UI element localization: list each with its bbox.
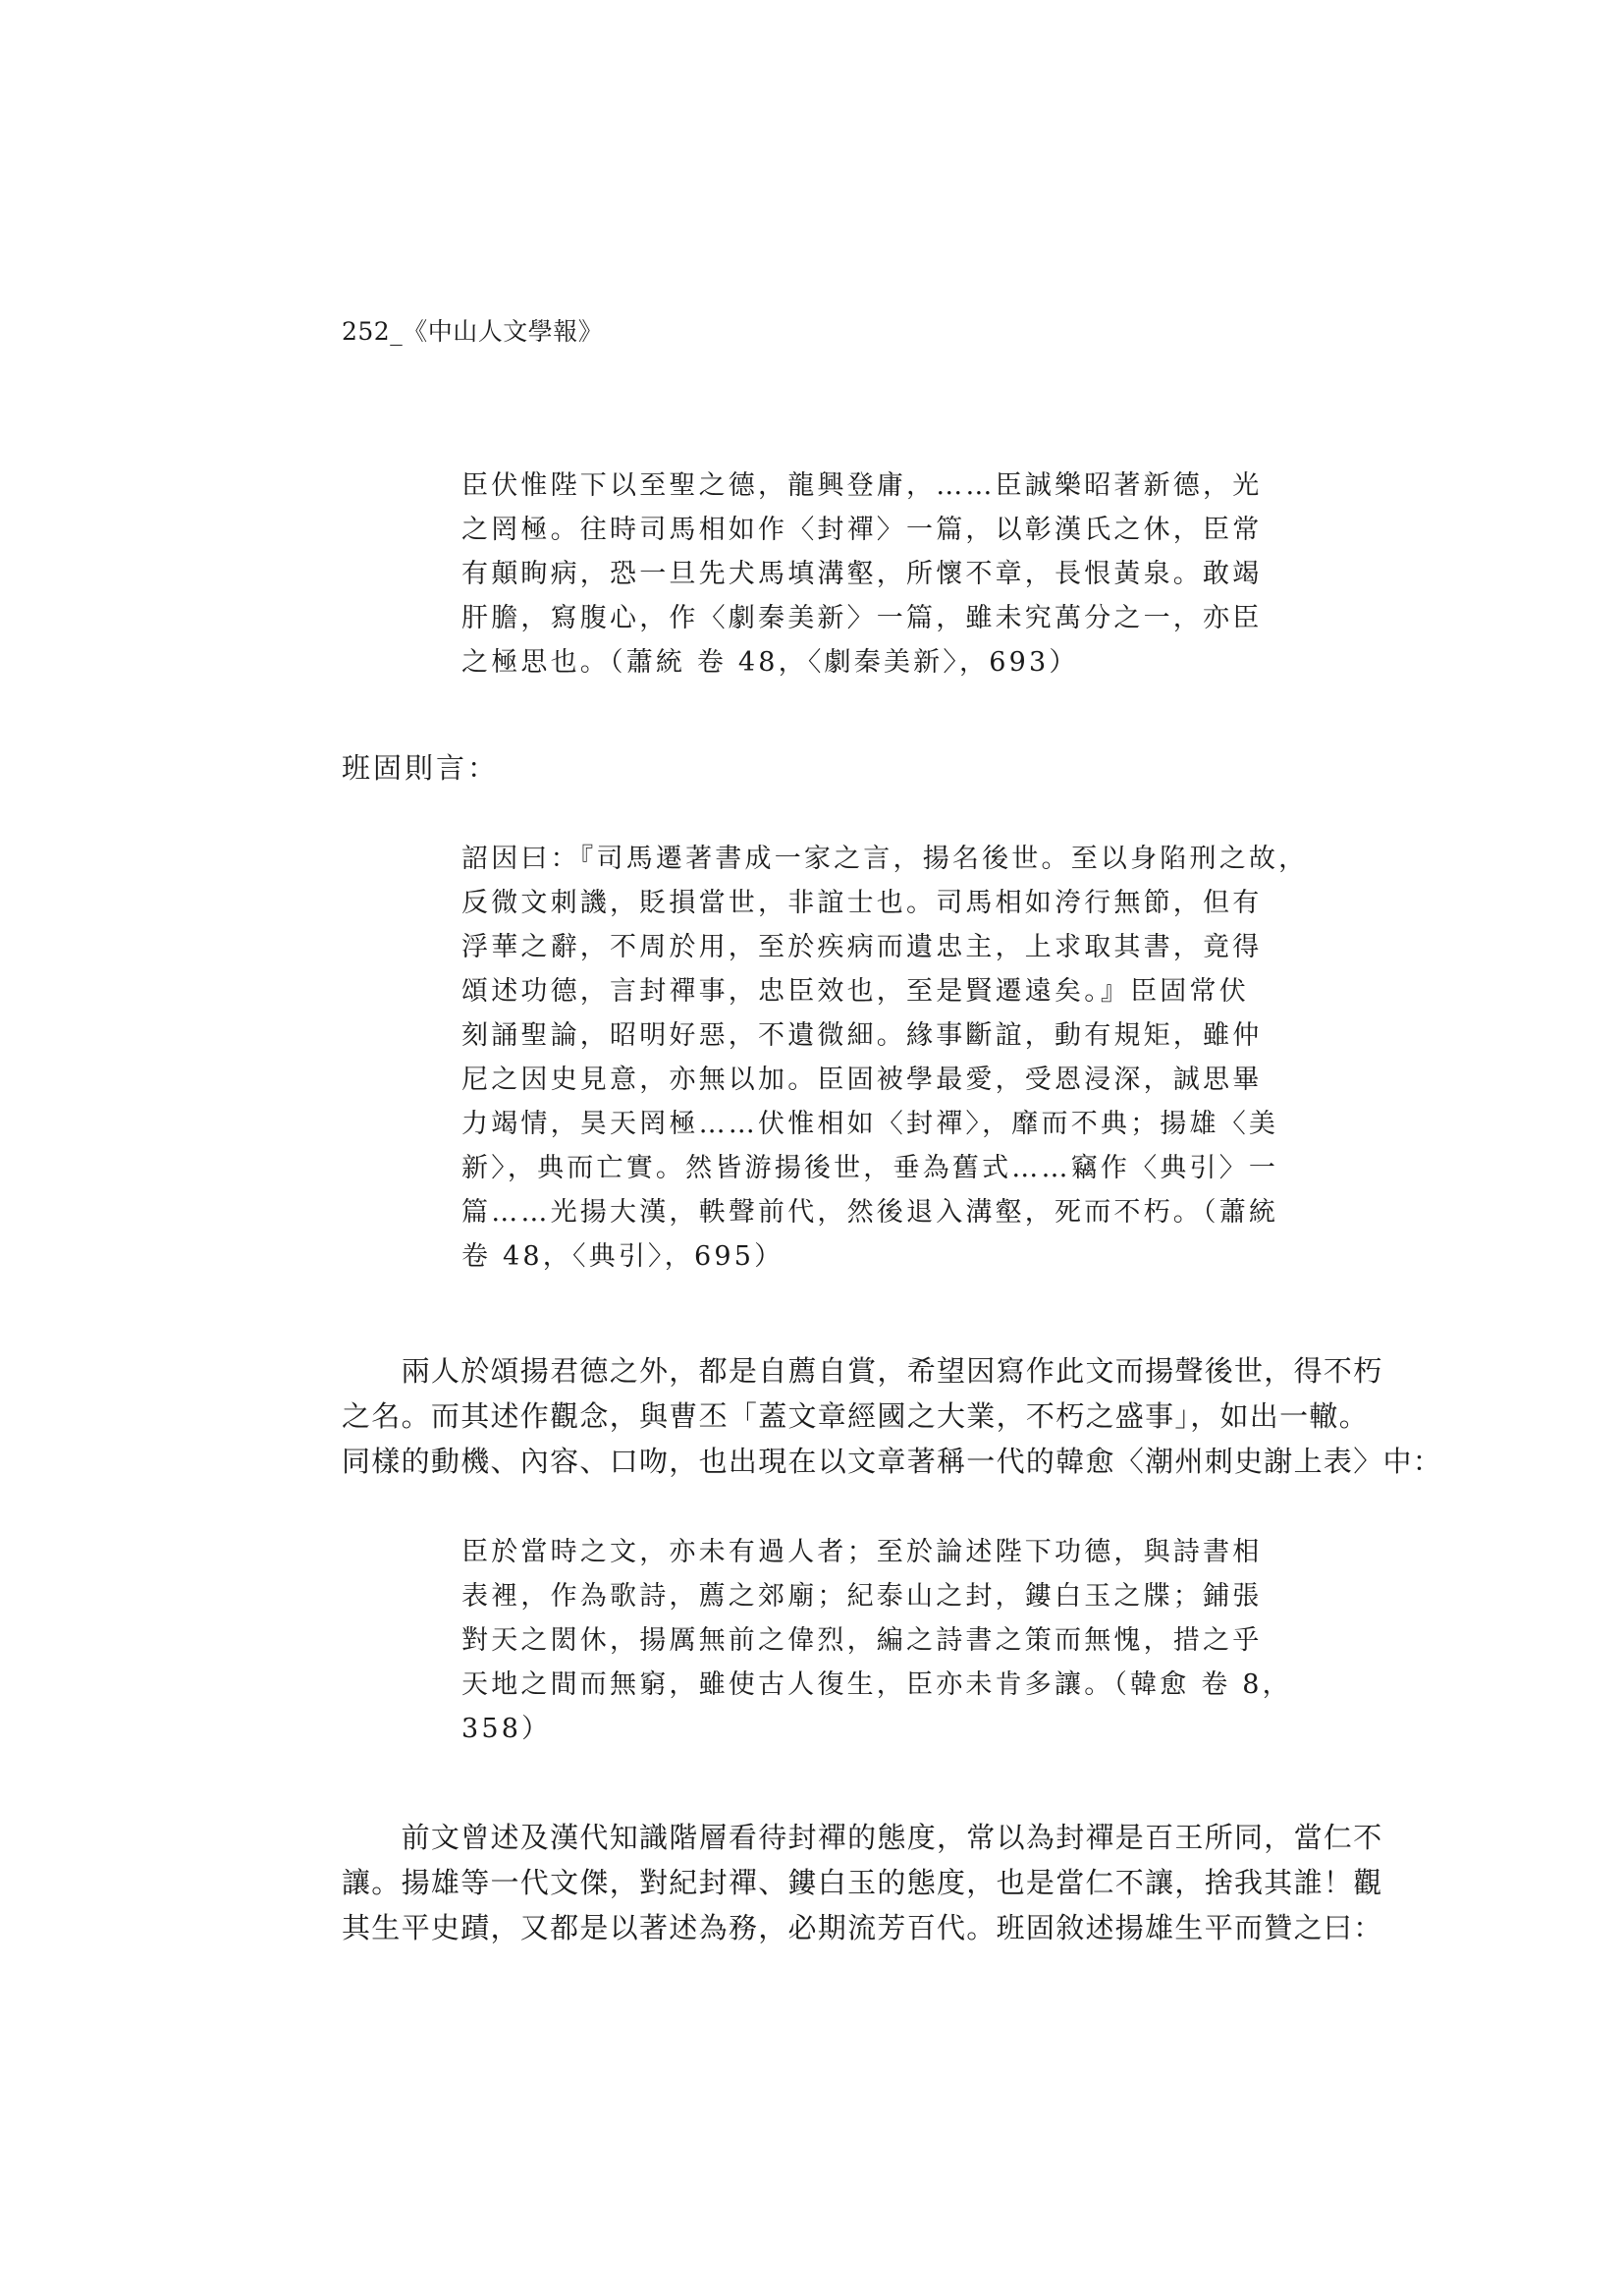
quote-line: 篇……光揚大漢，軼聲前代，然後退入溝壑，死而不朽。（蕭統 bbox=[461, 1197, 1279, 1228]
paragraph-line: 兩人於頌揚君德之外，都是自薦自賞，希望因寫作此文而揚聲後世，得不朽 bbox=[342, 1354, 1383, 1388]
block-quote-1 bbox=[461, 464, 1263, 684]
quote-line: 詔因曰：『司馬遷著書成一家之言，揚名後世。至以身陷刑之故， bbox=[461, 844, 1309, 874]
block-quote-2 bbox=[461, 837, 1309, 1279]
running-head: 252_《中山人文學報》 bbox=[342, 317, 604, 346]
quote-line: 有顛眴病，恐一旦先犬馬填溝壑，所懷不章，長恨黃泉。敢竭 bbox=[461, 559, 1263, 589]
intro-line: 班固則言： bbox=[342, 751, 500, 785]
quote-line: 之極思也。（蕭統 卷 48，〈劇秦美新〉，693） bbox=[461, 647, 1079, 678]
quote-line: 358） bbox=[461, 1714, 552, 1744]
quote-line: 浮華之辭，不周於用，至於疾病而遺忠主，上求取其書，竟得 bbox=[461, 932, 1263, 962]
quote-line: 臣伏惟陛下以至聖之德，龍興登庸，……臣誠樂昭著新德，光 bbox=[461, 470, 1263, 501]
paragraph-line: 其生平史蹟，又都是以著述為務，必期流芳百代。班固敘述揚雄生平而贊之曰： bbox=[342, 1911, 1383, 1944]
quote-line: 反微文刺譏，貶損當世，非誼士也。司馬相如洿行無節，但有 bbox=[461, 888, 1263, 918]
quote-line: 表裡，作為歌詩，薦之郊廟；紀泰山之封，鏤白玉之牒；鋪張 bbox=[461, 1581, 1263, 1612]
quote-line: 刻誦聖論，昭明好惡，不遺微細。緣事斷誼，動有規矩，雖仲 bbox=[461, 1020, 1263, 1051]
body-paragraph-1 bbox=[342, 1348, 1443, 1484]
paragraph-line: 之名。而其述作觀念，與曹丕「蓋文章經國之大業，不朽之盛事」，如出一轍。 bbox=[342, 1399, 1370, 1433]
quote-line: 頌述功德，言封禪事，忠臣效也，至是賢遷遠矣。』臣固常伏 bbox=[461, 976, 1249, 1007]
quote-line: 卷 48，〈典引〉，695） bbox=[461, 1241, 784, 1272]
block-quote-3 bbox=[461, 1530, 1292, 1751]
paragraph-line: 同樣的動機、內容、口吻，也出現在以文章著稱一代的韓愈〈潮州刺史謝上表〉中： bbox=[342, 1445, 1443, 1478]
quote-line: 尼之因史見意，亦無以加。臣固被學最愛，受恩浸深，誠思畢 bbox=[461, 1065, 1263, 1095]
quote-line: 之罔極。往時司馬相如作〈封禪〉一篇，以彰漢氏之休，臣常 bbox=[461, 515, 1263, 545]
paragraph-line: 前文曾述及漢代知識階層看待封禪的態度，常以為封禪是百王所同，當仁不 bbox=[342, 1821, 1383, 1854]
quote-line: 力竭情，昊天罔極……伏惟相如〈封禪〉，靡而不典；揚雄〈美 bbox=[461, 1109, 1279, 1139]
quote-line: 天地之間而無窮，雖使古人復生，臣亦未肯多讓。（韓愈 卷 8， bbox=[461, 1669, 1292, 1700]
quote-line: 肝膽，寫腹心，作〈劇秦美新〉一篇，雖未究萬分之一，亦臣 bbox=[461, 603, 1263, 633]
quote-line: 對天之閎休，揚厲無前之偉烈，編之詩書之策而無愧，措之乎 bbox=[461, 1625, 1263, 1656]
quote-line: 臣於當時之文，亦未有過人者；至於論述陛下功德，與詩書相 bbox=[461, 1537, 1263, 1567]
paragraph-line: 讓。揚雄等一代文傑，對紀封禪、鏤白玉的態度，也是當仁不讓，捨我其誰！觀 bbox=[342, 1866, 1383, 1899]
body-paragraph-2 bbox=[342, 1815, 1383, 1950]
quote-line: 新〉，典而亡實。然皆游揚後世，垂為舊式……竊作〈典引〉一 bbox=[461, 1153, 1279, 1183]
